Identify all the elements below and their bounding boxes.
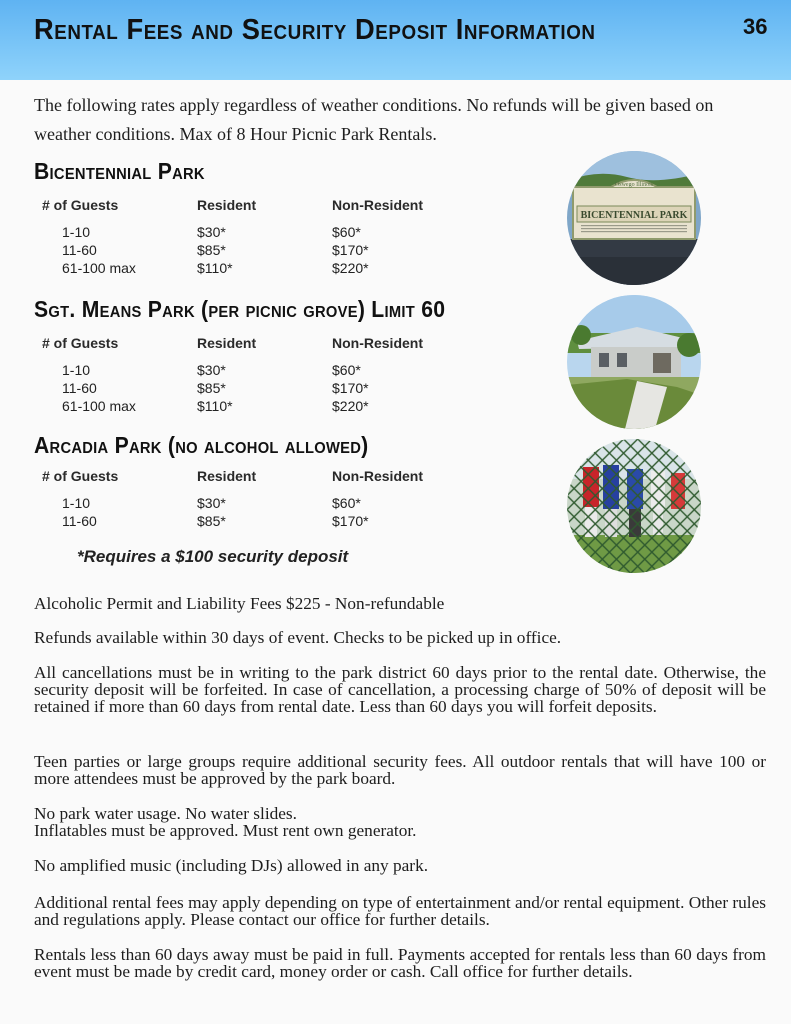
non-resident-cell: $220* [332, 260, 369, 276]
resident-cell: $30* [197, 495, 226, 511]
resident-cell: $110* [197, 260, 233, 276]
guests-cell: 1-10 [62, 224, 91, 240]
guests-cell: 11-60 [62, 380, 97, 396]
guests-cell: 11-60 [62, 513, 97, 529]
resident-cell: $85* [197, 513, 226, 529]
col-head-guests: # of Guests [42, 335, 119, 351]
chain-link-fence-people-photo [567, 439, 701, 573]
col-head-resident: Resident [197, 468, 257, 484]
col-head-non-resident: Non-Resident [332, 468, 423, 484]
non-resident-cell: $60* [332, 495, 361, 511]
park-title-arcadia: Arcadia Park (no alcohol allowed) [34, 432, 369, 458]
sign-name-text: BICENTENNIAL PARK [580, 210, 688, 221]
non-resident-cell: $170* [332, 242, 369, 258]
picnic-pavilion-photo [567, 295, 701, 429]
paragraph-alcohol-permit: Alcoholic Permit and Liability Fees $225 - Non-refundable [34, 594, 445, 613]
paragraph-additional-fees: Additional rental fees may apply depending on type of entertainment and/or rental equipment. Other rules and regulations apply. Please contact our office for further details. [34, 893, 766, 929]
non-resident-cell: $170* [332, 380, 369, 396]
non-resident-cell: $170* [332, 513, 369, 529]
page-title: Rental Fees and Security Deposit Information [34, 14, 596, 46]
non-resident-cell: $60* [332, 362, 361, 378]
paragraph-refunds: Refunds available within 30 days of event. Checks to be picked up in office. [34, 628, 562, 647]
resident-cell: $30* [197, 224, 226, 240]
col-head-guests: # of Guests [42, 197, 119, 213]
resident-cell: $85* [197, 242, 226, 258]
bicentennial-park-sign-photo [567, 151, 701, 285]
resident-cell: $110* [197, 398, 233, 414]
col-head-guests: # of Guests [42, 468, 119, 484]
paragraph-water-usage: No park water usage. No water slides. [34, 804, 297, 823]
resident-cell: $30* [197, 362, 226, 378]
col-head-non-resident: Non-Resident [332, 197, 423, 213]
page-number: 36 [743, 14, 768, 39]
col-head-non-resident: Non-Resident [332, 335, 423, 351]
security-deposit-note: *Requires a $100 security deposit [77, 547, 349, 566]
paragraph-teen-parties: Teen parties or large groups require additional security fees. All outdoor rentals that will have 100 or more attendees must be approved by the park board. [34, 752, 766, 788]
paragraph-amplified-music: No amplified music (including DJs) allowed in any park. [34, 856, 429, 875]
paragraph-inflatables: Inflatables must be approved. Must rent own generator. [34, 821, 417, 840]
resident-cell: $85* [197, 380, 226, 396]
guests-cell: 61-100 max [62, 398, 136, 414]
col-head-resident: Resident [197, 335, 257, 351]
sign-small-text: Oswego Illinois [614, 182, 654, 188]
col-head-resident: Resident [197, 197, 257, 213]
park-title-sgt-means: Sgt. Means Park (per picnic grove) Limit 60 [34, 296, 446, 322]
guests-cell: 1-10 [62, 362, 91, 378]
paragraph-cancellations: All cancellations must be in writing to the park district 60 days prior to the rental date. Otherwise, the security deposit will be forfeited. In case of cancellation, a processing charge of 50% of deposit will be retained if more than 60 days from rental date. Less than 60 days you will forfeit deposits. [34, 663, 766, 716]
header-banner [0, 0, 791, 80]
non-resident-cell: $220* [332, 398, 369, 414]
guests-cell: 11-60 [62, 242, 97, 258]
guests-cell: 1-10 [62, 495, 91, 511]
guests-cell: 61-100 max [62, 260, 136, 276]
non-resident-cell: $60* [332, 224, 361, 240]
paragraph-payment: Rentals less than 60 days away must be paid in full. Payments accepted for rentals less than 60 days from event must be made by credit card, money order or cash. Call office for further details. [34, 945, 766, 981]
park-title-bicentennial: Bicentennial Park [34, 158, 205, 184]
intro-text: The following rates apply regardless of weather conditions. No refunds will be given based on weather conditions. Max of 8 Hour Picnic Park Rentals. [34, 95, 714, 144]
